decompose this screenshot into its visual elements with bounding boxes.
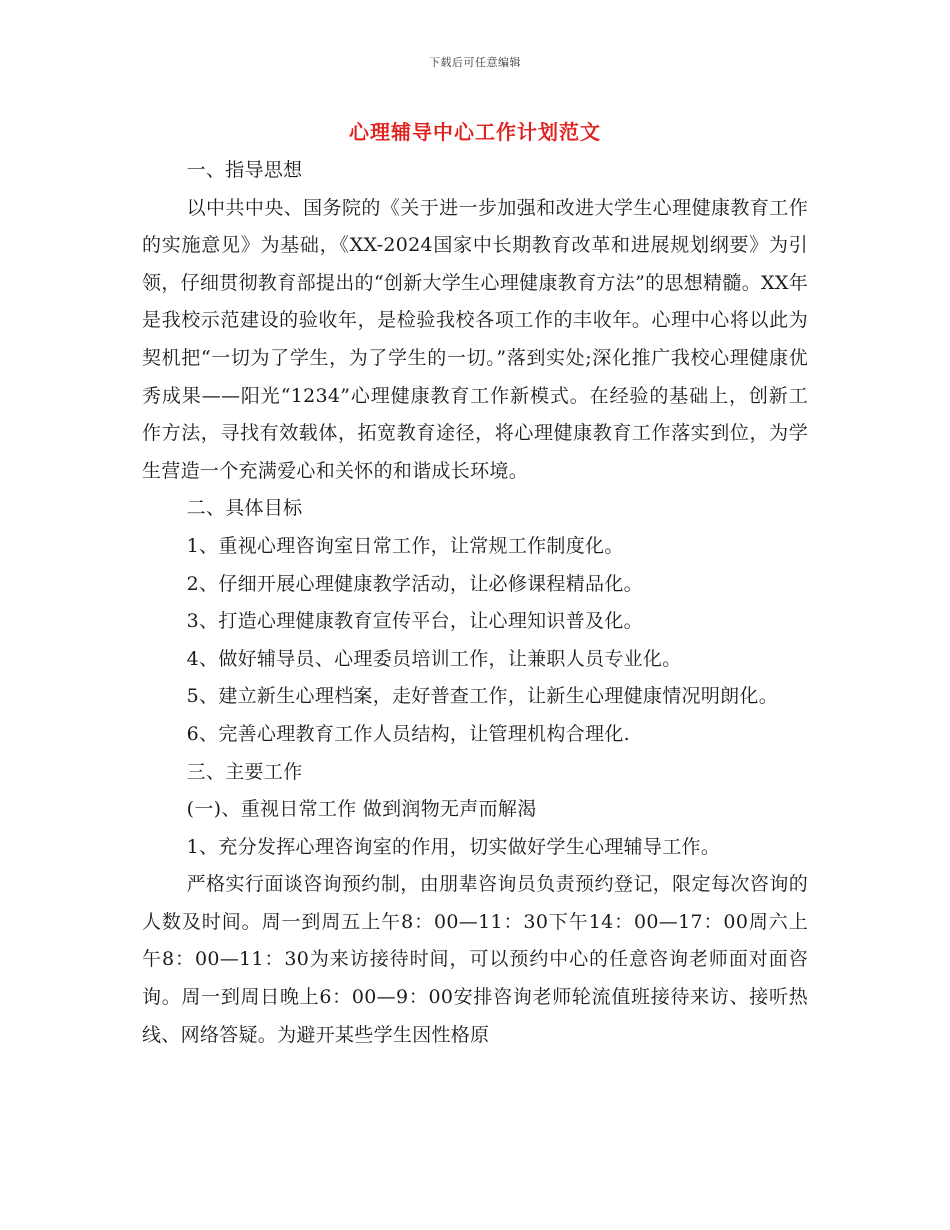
subsection-heading-daily-work: (一)、重视日常工作 做到润物无声而解渴	[186, 798, 537, 821]
paragraph-guiding-ideology: 以中共中央、国务院的《关于进一步加强和改进大学生心理健康教育工作的实施意见》为基础，《XX-2024国家中长期教育改革和进展规划纲要》为引领，仔细贯彻教育部提出的“创新大学生心理健康教育方法”的思想精髓。XX年是我校示范建设的验收年，是检验我校各项工作的丰收年。心理中心将以此为契机把“一切为了学生，为了学生的一切。”落到实处;深化推广我校心理健康优秀成果——阳光“1234”心理健康教育工作新模式。在经验的基础上，创新工作方法，寻找有效载体，拓宽教育途径，将心理健康教育工作落实到位，为学生营造一个充满爱心和关怀的和谐成长环境。	[142, 196, 808, 482]
goal-item-6: 6、完善心理教育工作人员结构，让管理机构合理化.	[186, 722, 630, 745]
goal-item-2: 2、仔细开展心理健康教学活动，让必修课程精品化。	[186, 572, 643, 595]
document-title: 心理辅导中心工作计划范文	[349, 120, 601, 144]
document-body	[142, 152, 808, 1054]
goal-item-5: 5、建立新生心理档案，走好普查工作，让新生心理健康情况明朗化。	[186, 685, 779, 708]
goal-item-1: 1、重视心理咨询室日常工作，让常规工作制度化。	[186, 534, 624, 557]
section-heading-guiding-ideology: 一、指导思想	[186, 159, 303, 181]
goal-item-3: 3、打造心理健康教育宣传平台，让心理知识普及化。	[186, 610, 643, 633]
header-note: 下载后可任意编辑	[429, 56, 521, 69]
goal-item-4: 4、做好辅导员、心理委员培训工作，让兼职人员专业化。	[186, 647, 682, 670]
paragraph-consultation-schedule: 严格实行面谈咨询预约制，由朋辈咨询员负责预约登记，限定每次咨询的人数及时间。周一到周五上午8：00—11：30下午14：00—17：00周六上午8：00—11：30为来访接待时间，可以预约中心的任意咨询老师面对面咨询。周一到周日晚上6：00—9：00安排咨询老师轮流值班接待来访、接听热线、网络答疑。为避开某些学生因性格原	[142, 873, 808, 1046]
work-item-1: 1、充分发挥心理咨询室的作用，切实做好学生心理辅导工作。	[186, 835, 721, 858]
section-heading-main-work: 三、主要工作	[186, 760, 303, 783]
section-heading-specific-goals: 二、具体目标	[186, 497, 303, 520]
